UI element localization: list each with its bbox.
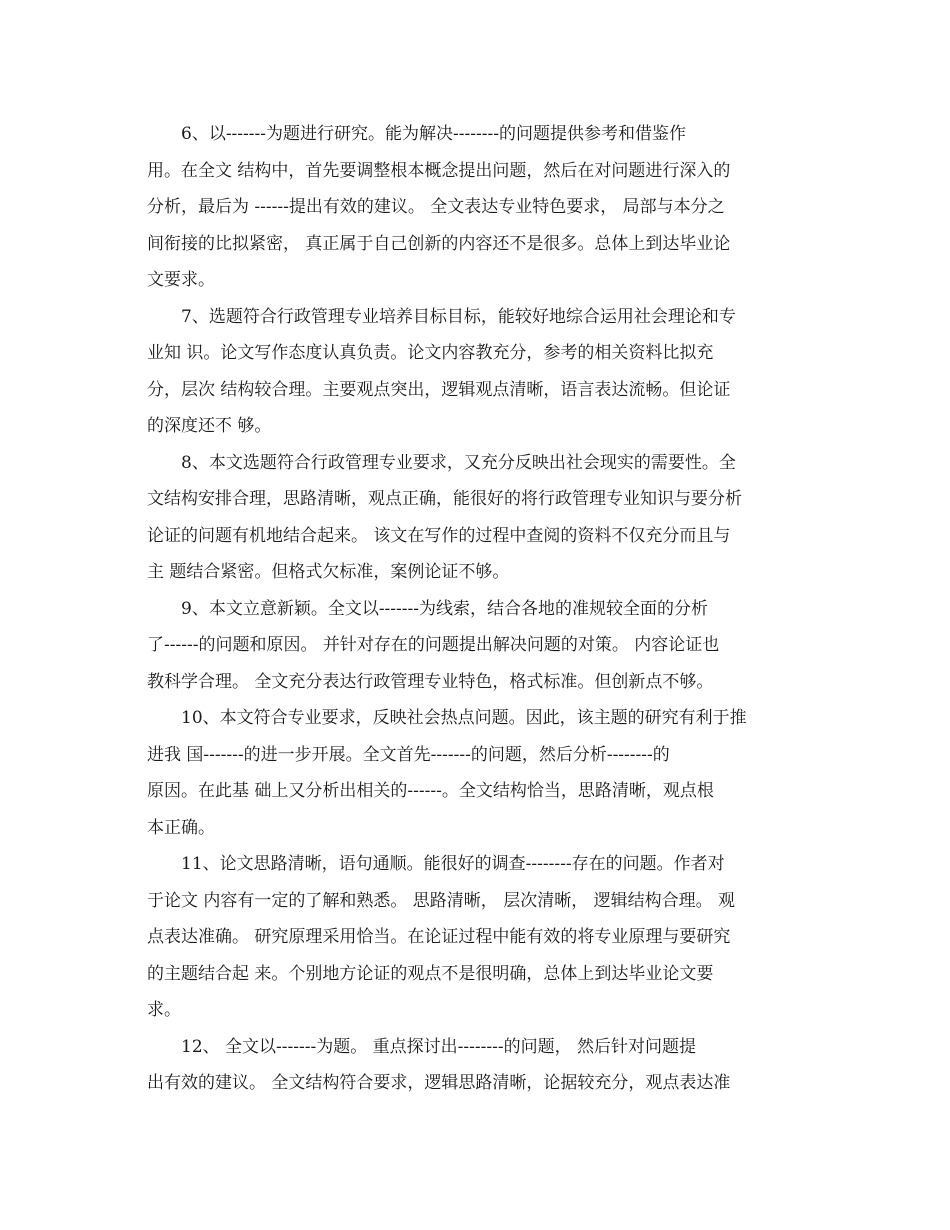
paragraph-line: 8、本文选题符合行政管理专业要求，又充分反映出社会现实的需要性。全 bbox=[181, 452, 736, 473]
paragraph-line: 业知 识。论文写作态度认真负责。论文内容教充分，参考的相关资料比拟充 bbox=[147, 343, 714, 363]
paragraph-line: 文结构安排合理，思路清晰，观点正确，能很好的将行政管理专业知识与要分析 bbox=[147, 489, 742, 509]
paragraph-line: 求。 bbox=[147, 1000, 181, 1020]
paragraph-line: 主 题结合紧密。但格式欠标准，案例论证不够。 bbox=[147, 562, 510, 582]
paragraph-8 bbox=[147, 445, 807, 591]
paragraph-line: 了------的问题和原因。 并针对存在的问题提出解决问题的对策。 内容论证也 bbox=[147, 635, 720, 655]
paragraph-10 bbox=[147, 700, 807, 846]
paragraph-line: 的主题结合起 来。个别地方论证的观点不是很明确，总体上到达毕业论文要 bbox=[147, 963, 714, 984]
paragraph-6 bbox=[147, 116, 807, 299]
paragraph-7 bbox=[147, 299, 807, 445]
paragraph-11 bbox=[147, 846, 807, 1029]
paragraph-line: 点表达准确。 研究原理采用恰当。在论证过程中能有效的将专业原理与要研究 bbox=[147, 927, 731, 947]
paragraph-line: 分，层次 结构较合理。主要观点突出，逻辑观点清晰，语言表达流畅。但论证 bbox=[147, 379, 731, 400]
paragraph-line: 本正确。 bbox=[147, 817, 215, 838]
document-body bbox=[147, 116, 807, 1102]
paragraph-line: 教科学合理。 全文充分表达行政管理专业特色，格式标准。但创新点不够。 bbox=[147, 671, 714, 692]
paragraph-9 bbox=[147, 591, 807, 701]
paragraph-line: 出有效的建议。 全文结构符合要求，逻辑思路清晰，论据较充分，观点表达准 bbox=[147, 1073, 731, 1093]
paragraph-line: 9、本文立意新颖。全文以-------为线索，结合各地的准规较全面的分析 bbox=[181, 598, 709, 619]
paragraph-line: 文要求。 bbox=[147, 270, 215, 290]
paragraph-line: 6、以-------为题进行研究。能为解决--------的问题提供参考和借鉴作 bbox=[181, 124, 686, 144]
paragraph-line: 论证的问题有机地结合起来。 该文在写作的过程中查阅的资料不仅充分而且与 bbox=[147, 525, 731, 546]
paragraph-line: 原因。在此基 础上又分析出相关的------。全文结构恰当，思路清晰，观点根 bbox=[147, 781, 714, 801]
paragraph-line: 于论文 内容有一定的了解和熟悉。 思路清晰， 层次清晰， 逻辑结构合理。 观 bbox=[147, 890, 736, 911]
paragraph-12 bbox=[147, 1029, 807, 1102]
paragraph-line: 进我 国-------的进一步开展。全文首先-------的问题，然后分析--------的 bbox=[147, 744, 670, 765]
paragraph-line: 12、 全文以-------为题。 重点探讨出--------的问题， 然后针对问题提 bbox=[181, 1036, 697, 1057]
paragraph-line: 用。在全文 结构中，首先要调整根本概念提出问题，然后在对问题进行深入的 bbox=[147, 160, 731, 181]
paragraph-line: 11、论文思路清晰，语句通顺。能很好的调查--------存在的问题。作者对 bbox=[181, 854, 725, 874]
paragraph-line: 的深度还不 够。 bbox=[147, 416, 272, 436]
paragraph-line: 7、选题符合行政管理专业培养目标目标，能较好地综合运用社会理论和专 bbox=[181, 306, 736, 327]
paragraph-line: 10、本文符合专业要求，反映社会热点问题。因此，该主题的研究有利于推 bbox=[181, 708, 747, 728]
paragraph-line: 间衔接的比拟紧密， 真正属于自己创新的内容还不是很多。总体上到达毕业论 bbox=[147, 233, 731, 254]
paragraph-line: 分析，最后为 ------提出有效的建议。 全文表达专业特色要求， 局部与本分之 bbox=[147, 197, 725, 217]
